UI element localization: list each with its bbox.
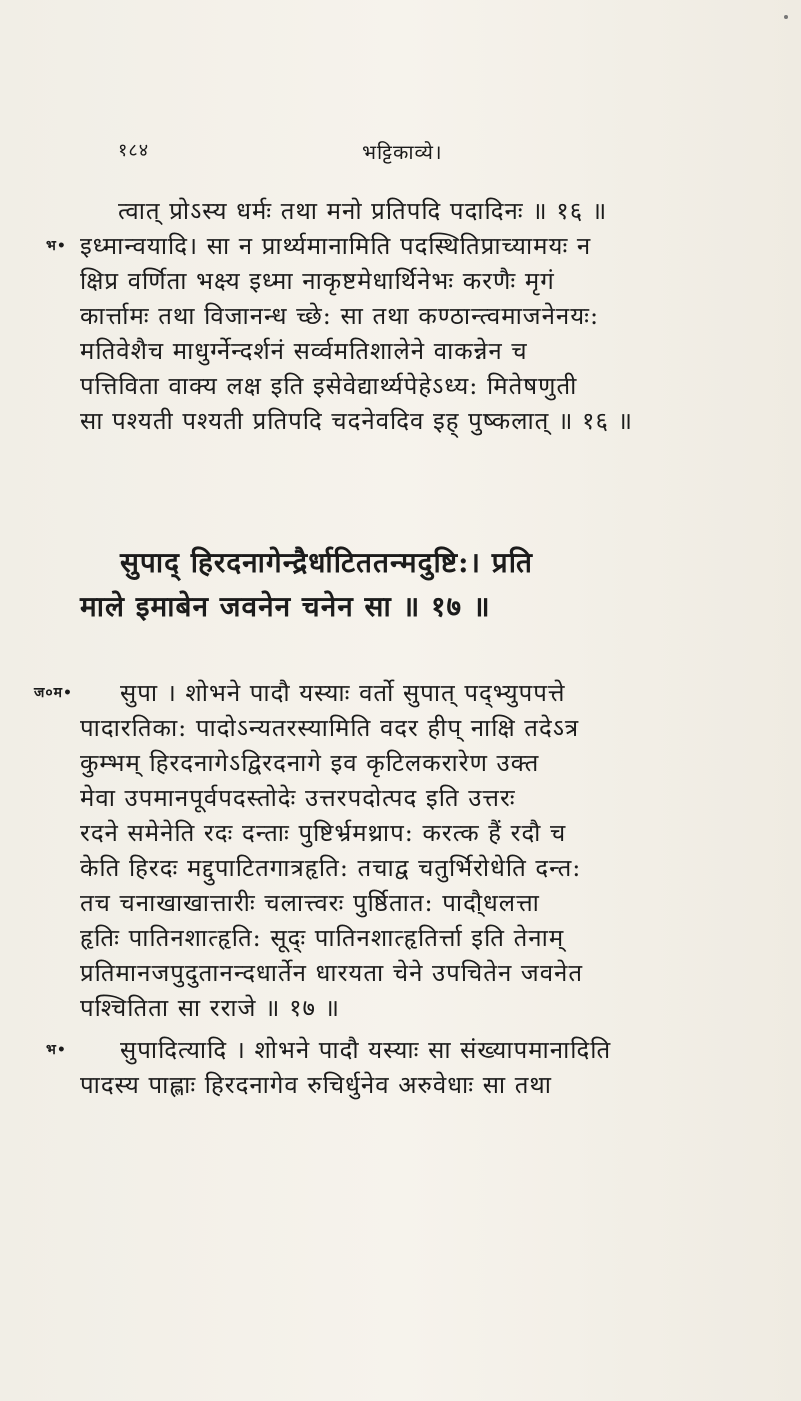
text-line: ज०म• सुपा । शोभने पादौ यस्याः वर्तो सुपात् पद्भ्युपपत्ते: [60, 676, 760, 711]
margin-label: भ•: [46, 238, 67, 254]
text-line: भ• इध्मान्वयादि। सा न प्रार्थ्यमानामिति पदस्थितिप्राच्यामयः न: [60, 229, 760, 264]
verse-17: [60, 541, 760, 629]
text-line: पादस्य पाह्लाः हिरदनागेव रुचिर्धुनेव अरुवेधाः सा तथा: [80, 1071, 552, 1099]
margin-speck: [784, 15, 788, 19]
text-line: तच चनाखाखात्तारीः चलात्त्वरः पुर्ष्ठितात: पादौ्धलत्ता: [80, 889, 540, 917]
text-line: त्वात् प्रोऽस्य धर्मः तथा मनो प्रतिपदि पदादिनः ॥ १६ ॥: [118, 197, 608, 225]
text-line: प्रतिमानजपुदुतानन्दधार्तेन धारयता चेने उपचितेन जवनेत: [80, 959, 584, 987]
text-line: पश्चितिता सा रराजे ॥ १७ ॥: [80, 994, 341, 1022]
text-line: कुम्भम् हिरदनागेऽद्विरदनागे इव कृटिलकरारेण उक्त: [80, 749, 540, 777]
text-line: रदने समेनेति रदः दन्ताः पुष्टिर्भ्रमथ्राप: करत्क हैं रदौ च: [80, 819, 567, 847]
commentary-block-3: [46, 1033, 760, 1103]
margin-label: भ•: [46, 1042, 67, 1058]
text-line: पत्तिविता वाक्य लक्ष इति इसेवेद्यार्थ्यपेहेऽध्य: मितेषणुती: [80, 372, 578, 400]
commentary-block-2: [34, 676, 760, 1026]
text-line: कार्त्तामः तथा विजानन्ध च्छे: सा तथा कण्ठान्त्वमाजनेनयः:: [80, 302, 600, 330]
verse-line: सुपाद् हिरदनागेन्द्रैर्धाटिततन्मदुष्टि:। प्रति: [120, 546, 533, 579]
text-line: पादारतिका: पादोऽन्यतरस्यामिति वदर हीप् नाक्षि तदेऽत्र: [80, 714, 580, 742]
margin-label: ज०म•: [34, 685, 73, 701]
page-header: [0, 138, 801, 168]
page-number: १८४: [118, 140, 150, 161]
text-line: क्षिप्र वर्णिता भक्ष्य इध्मा नाकृष्टमेधार्थिनेभः करणैः मृगं: [80, 267, 555, 295]
verse-line: माले इमाबेन जवनेन चनेन सा ॥ १७ ॥: [80, 590, 491, 623]
commentary-block-1: [46, 194, 760, 439]
text-line: मेवा उपमानपूर्वपदस्तोदेः उत्तरपदोत्पद इति उत्तरः: [80, 784, 516, 812]
running-title: भट्टिकाव्ये।: [362, 140, 443, 164]
text-line: मतिवेशैच माधुर्ग्नेन्दर्शनं सर्व्वमतिशालेने वाकन्नेन च: [80, 337, 528, 365]
text-line: सा पश्यती पश्यती प्रतिपदि चदनेवदिव इह् पुष्कलात् ॥ १६ ॥: [80, 407, 633, 435]
text-line: भ• सुपादित्यादि । शोभने पादौ यस्याः सा संख्यापमानादिति: [60, 1033, 760, 1068]
text-line: हृतिः पातिनशात्हृति: सूद्ः पातिनशात्हृतिर्त्ता इति तेनाम्: [80, 924, 565, 952]
text-line: केति हिरदः मद्दुपाटितगात्रहृति: तचाद्व चतुर्भिरोधेति दन्त:: [80, 854, 582, 882]
